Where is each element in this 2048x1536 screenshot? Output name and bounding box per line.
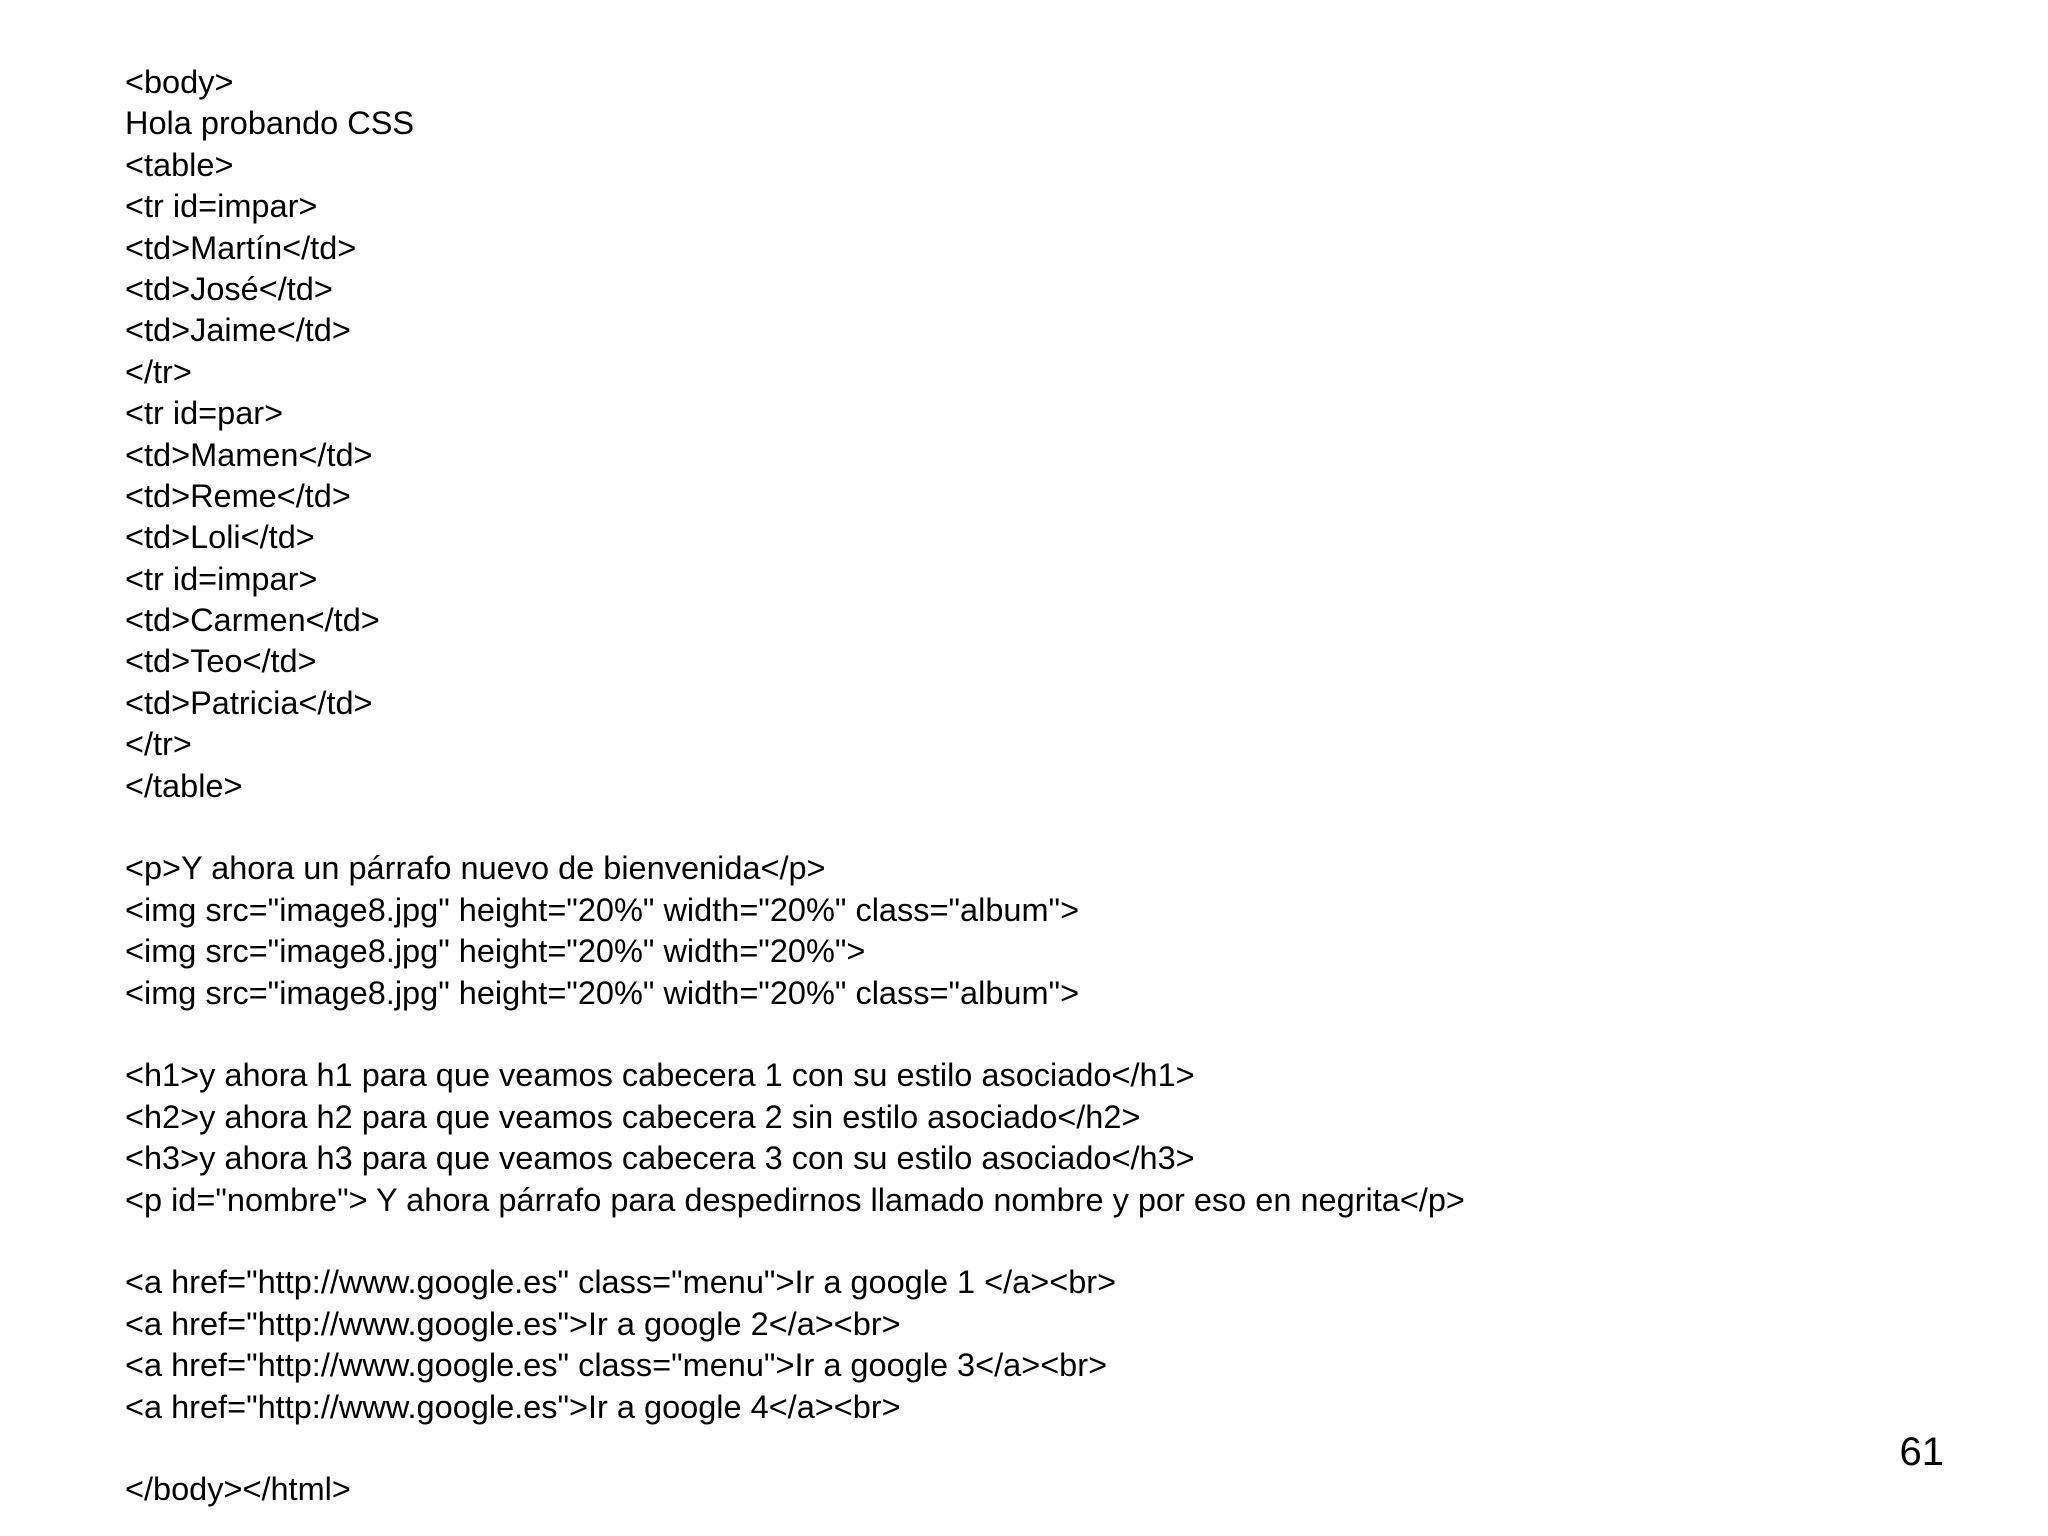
code-line: <td>Loli</td>	[125, 519, 315, 556]
blank-line	[125, 1428, 1925, 1469]
code-line: <tr id=impar>	[125, 560, 318, 597]
code-line: </tr>	[125, 353, 192, 390]
code-line: <p id="nombre"> Y ahora párrafo para despedirnos llamado nombre y por eso en negrita</p>	[125, 1181, 1465, 1218]
code-block-links	[125, 1262, 1925, 1428]
code-line: <td>Patricia</td>	[125, 684, 373, 721]
code-line: <td>Martín</td>	[125, 229, 357, 266]
blank-line	[125, 1014, 1925, 1055]
code-line: <td>Mamen</td>	[125, 436, 373, 473]
code-block-closing	[125, 1469, 1925, 1510]
code-line: <h1>y ahora h1 para que veamos cabecera 1 con su estilo asociado</h1>	[125, 1057, 1195, 1094]
code-line: <img src="image8.jpg" height="20%" width="20%">	[125, 933, 866, 970]
code-line: <a href="http://www.google.es">Ir a google 4</a><br>	[125, 1388, 901, 1425]
code-block-paragraph-images	[125, 848, 1925, 1014]
code-line: <table>	[125, 146, 234, 183]
code-line: <td>Reme</td>	[125, 477, 351, 514]
code-line: </body></html>	[125, 1471, 351, 1508]
code-listing	[125, 62, 1925, 1511]
code-line: <h3>y ahora h3 para que veamos cabecera 3 con su estilo asociado</h3>	[125, 1140, 1195, 1177]
code-line: <td>José</td>	[125, 270, 333, 307]
code-line: <body>	[125, 64, 234, 100]
code-line: <h2>y ahora h2 para que veamos cabecera 2 sin estilo asociado</h2>	[125, 1098, 1141, 1135]
code-line: <a href="http://www.google.es" class="menu">Ir a google 3</a><br>	[125, 1347, 1108, 1384]
code-line: <tr id=par>	[125, 395, 284, 432]
code-line: Hola probando CSS	[125, 105, 415, 142]
code-line: <a href="http://www.google.es" class="menu">Ir a google 1 </a><br>	[125, 1264, 1117, 1301]
code-line: <td>Jaime</td>	[125, 312, 351, 349]
code-line: <td>Teo</td>	[125, 643, 317, 680]
code-line: </tr>	[125, 726, 192, 763]
code-line: <img src="image8.jpg" height="20%" width="20%" class="album">	[125, 891, 1080, 928]
code-line: <a href="http://www.google.es">Ir a google 2</a><br>	[125, 1305, 901, 1342]
code-line: </table>	[125, 767, 243, 804]
code-line: <tr id=impar>	[125, 188, 318, 225]
code-line: <td>Carmen</td>	[125, 602, 380, 639]
page-number: 61	[1899, 1430, 1944, 1474]
code-block-body-table	[125, 62, 1925, 807]
code-block-headings	[125, 1055, 1925, 1221]
code-line: <img src="image8.jpg" height="20%" width="20%" class="album">	[125, 974, 1080, 1011]
code-line: <p>Y ahora un párrafo nuevo de bienvenida</p>	[125, 850, 826, 887]
blank-line	[125, 1221, 1925, 1262]
blank-line	[125, 807, 1925, 848]
